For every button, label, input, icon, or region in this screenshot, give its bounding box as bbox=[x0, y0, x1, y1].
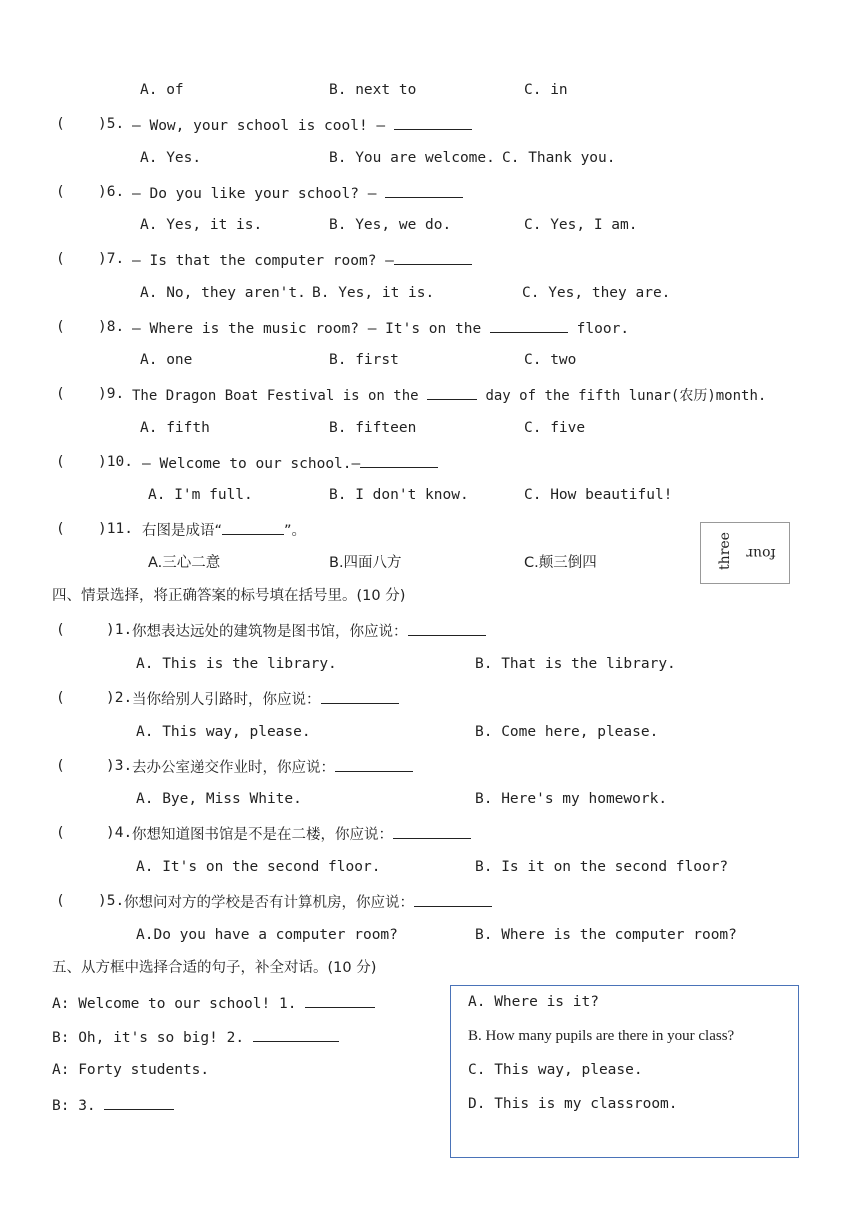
q9-option-c: C. five bbox=[524, 420, 586, 436]
q10-paren: ( bbox=[56, 454, 65, 470]
q5-option-c: C. Thank you. bbox=[502, 150, 616, 166]
s4-q5-option-a: A.Do you have a computer room? bbox=[136, 927, 398, 943]
s4-q4-paren: ( bbox=[56, 825, 65, 841]
q11-number: )11. bbox=[98, 521, 133, 537]
answer-blank[interactable] bbox=[222, 520, 284, 535]
q5-stem: — Wow, your school is cool! — bbox=[132, 115, 472, 135]
answer-blank[interactable] bbox=[104, 1095, 174, 1110]
q7-paren: ( bbox=[56, 251, 65, 267]
q6-paren: ( bbox=[56, 184, 65, 200]
idiom-picture bbox=[700, 522, 790, 584]
answer-blank[interactable] bbox=[335, 757, 413, 772]
s4-q3-stem: 去办公室递交作业时，你应说： bbox=[132, 757, 413, 777]
answer-blank[interactable] bbox=[253, 1027, 339, 1042]
s4-q5-number: )5. bbox=[98, 893, 125, 909]
q8-option-c: C. two bbox=[524, 352, 577, 368]
q5-number: )5. bbox=[98, 116, 125, 132]
s4-q1-number: )1. bbox=[106, 622, 133, 638]
choice-c: C. This way, please. bbox=[468, 1062, 643, 1078]
choice-a: A. Where is it? bbox=[468, 994, 599, 1010]
q10-number: )10. bbox=[98, 454, 133, 470]
q6-number: )6. bbox=[98, 184, 125, 200]
q4-option-c: C. in bbox=[524, 82, 568, 98]
q4-option-b: B. next to bbox=[329, 82, 417, 98]
s4-q3-option-a: A. Bye, Miss White. bbox=[136, 791, 302, 807]
s4-q4-option-b: B. Is it on the second floor? bbox=[475, 859, 729, 875]
s4-q3-paren: ( bbox=[56, 758, 65, 774]
q7-number: )7. bbox=[98, 251, 125, 267]
answer-blank[interactable] bbox=[321, 689, 399, 704]
q8-paren: ( bbox=[56, 319, 65, 335]
q5-option-a: A. Yes. bbox=[140, 150, 202, 166]
dialog-line-3: A: Forty students. bbox=[52, 1062, 210, 1078]
s4-q2-number: )2. bbox=[106, 690, 133, 706]
q11-stem: 右图是成语“ ”。 bbox=[142, 520, 306, 540]
q5-option-b: B. You are welcome. bbox=[329, 150, 495, 166]
s4-q2-stem: 当你给别人引路时，你应说： bbox=[132, 689, 399, 709]
s4-q1-option-a: A. This is the library. bbox=[136, 656, 337, 672]
answer-blank[interactable] bbox=[394, 115, 472, 130]
q9-number: )9. bbox=[98, 386, 125, 402]
q8-number: )8. bbox=[98, 319, 125, 335]
answer-blank[interactable] bbox=[393, 824, 471, 839]
dialog-line-1: A: Welcome to our school! 1. bbox=[52, 993, 375, 1013]
s4-q2-option-b: B. Come here, please. bbox=[475, 724, 659, 740]
s4-q4-stem: 你想知道图书馆是不是在二楼，你应说： bbox=[132, 824, 471, 844]
answer-blank[interactable] bbox=[394, 250, 472, 265]
q7-stem: — Is that the computer room? — bbox=[132, 250, 472, 270]
q11-option-b: B.四面八方 bbox=[329, 555, 402, 571]
q11-option-a: A.三心二意 bbox=[148, 555, 221, 571]
q11-paren: ( bbox=[56, 521, 65, 537]
dialog-line-2: B: Oh, it's so big! 2. bbox=[52, 1027, 339, 1047]
q6-option-c: C. Yes, I am. bbox=[524, 217, 638, 233]
s4-q3-number: )3. bbox=[106, 758, 133, 774]
section5-title: 五、从方框中选择合适的句子，补全对话。(10 分) bbox=[52, 960, 377, 976]
s4-q1-stem: 你想表达远处的建筑物是图书馆，你应说： bbox=[132, 621, 486, 641]
idiom-word-four: four bbox=[746, 545, 776, 561]
s4-q5-option-b: B. Where is the computer room? bbox=[475, 927, 737, 943]
q6-option-a: A. Yes, it is. bbox=[140, 217, 263, 233]
q7-option-c: C. Yes, they are. bbox=[522, 285, 671, 301]
s4-q1-option-b: B. That is the library. bbox=[475, 656, 676, 672]
s4-q4-option-a: A. It's on the second floor. bbox=[136, 859, 381, 875]
choice-d: D. This is my classroom. bbox=[468, 1096, 678, 1112]
answer-blank[interactable] bbox=[360, 453, 438, 468]
q6-stem: — Do you like your school? — bbox=[132, 183, 463, 203]
q8-option-b: B. first bbox=[329, 352, 399, 368]
choice-b: B. How many pupils are there in your class? bbox=[468, 1028, 735, 1044]
idiom-word-three: three bbox=[717, 532, 733, 570]
s4-q5-paren: ( bbox=[56, 893, 65, 909]
s4-q2-option-a: A. This way, please. bbox=[136, 724, 311, 740]
section4-title: 四、情景选择，将正确答案的标号填在括号里。(10 分) bbox=[52, 588, 406, 604]
answer-blank[interactable] bbox=[408, 621, 486, 636]
answer-blank[interactable] bbox=[427, 385, 477, 400]
answer-blank[interactable] bbox=[385, 183, 463, 198]
q7-option-b: B. Yes, it is. bbox=[312, 285, 435, 301]
s4-q4-number: )4. bbox=[106, 825, 133, 841]
answer-blank[interactable] bbox=[490, 318, 568, 333]
answer-blank[interactable] bbox=[305, 993, 375, 1008]
q9-option-b: B. fifteen bbox=[329, 420, 417, 436]
q10-stem: — Welcome to our school.— bbox=[142, 453, 438, 473]
s4-q2-paren: ( bbox=[56, 690, 65, 706]
dialog-line-4: B: 3. bbox=[52, 1095, 174, 1115]
q9-paren: ( bbox=[56, 386, 65, 402]
q9-option-a: A. fifth bbox=[140, 420, 210, 436]
s4-q3-option-b: B. Here's my homework. bbox=[475, 791, 668, 807]
q10-option-a: A. I'm full. bbox=[148, 487, 253, 503]
q4-option-a: A. of bbox=[140, 82, 184, 98]
q7-option-a: A. No, they aren't. bbox=[140, 285, 306, 301]
q8-stem: — Where is the music room? — It's on the floor. bbox=[132, 318, 629, 338]
q9-stem: The Dragon Boat Festival is on the day of the fifth lunar(农历)month. bbox=[132, 385, 766, 405]
q10-option-b: B. I don't know. bbox=[329, 487, 469, 503]
q6-option-b: B. Yes, we do. bbox=[329, 217, 452, 233]
q10-option-c: C. How beautiful! bbox=[524, 487, 673, 503]
s4-q5-stem: 你想问对方的学校是否有计算机房，你应说： bbox=[124, 892, 492, 912]
s4-q1-paren: ( bbox=[56, 622, 65, 638]
q5-paren: ( bbox=[56, 116, 65, 132]
answer-blank[interactable] bbox=[414, 892, 492, 907]
q11-option-c: C.颠三倒四 bbox=[524, 555, 597, 571]
q8-option-a: A. one bbox=[140, 352, 193, 368]
